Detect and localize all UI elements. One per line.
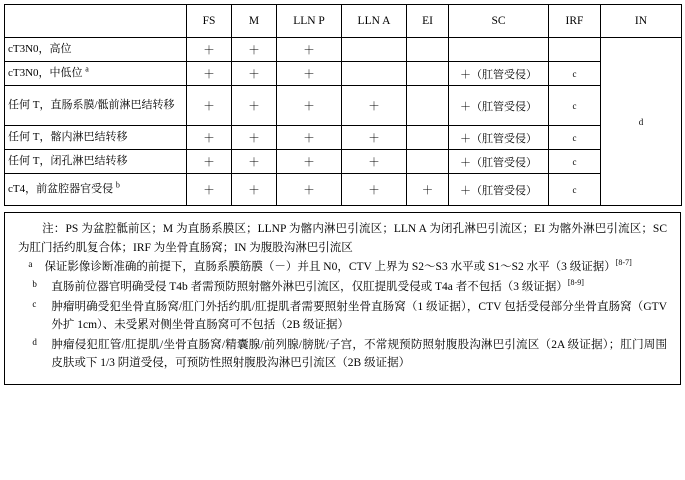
footnote-a [18,258,667,277]
footnote-b-text: 直肠前位器官明确受侵 T4b 者需预防照射髂外淋巴引流区，仅肛提肌受侵或 T4a 者不包括（3 级证据） [51,280,568,293]
footnote-legend: 注：PS 为盆腔骶前区；M 为直肠系膜区；LLNP 为髂内淋巴引流区；LLN A 为闭孔淋巴引流区；EI 为髂外淋巴引流区；SC 为肛门括约肌复合体；IRF 为坐骨直肠窝；IN 为腹股沟淋巴引流区 [18,223,667,254]
footnote-c-text: 肿瘤明确受犯坐骨直肠窝/肛门外括约肌/肛提肌者需要照射坐骨直肠窝（1 级证据），CTV 包括受侵部分坐骨直肠窝（GTV 外扩 1cm）、未受累对侧坐骨直肠窝可不包括（2B 级证据） [51,300,667,332]
cell-ei [407,86,449,126]
table-row [5,62,682,86]
header-rowlabel [5,5,187,38]
cell-lln-a [342,62,407,86]
row-label-text: cT3N0，高位 [8,43,72,56]
cell-irf: c [549,174,601,206]
table-header-row [5,5,682,38]
cell-in: d [601,38,682,206]
cell-lln-p: ＋ [277,38,342,62]
cell-sc: ＋（肛管受侵） [449,126,549,150]
cell-fs: ＋ [187,174,232,206]
cell-sc [449,38,549,62]
cell-irf: c [549,86,601,126]
row-label-footnote-marker: a [85,64,89,74]
table-row [5,150,682,174]
row-label-text: cT3N0，中低位 [8,67,86,80]
footnote-marker-a: a [28,259,33,270]
cell-lln-a: ＋ [342,150,407,174]
cell-m: ＋ [232,38,277,62]
footnote-marker-b: b [32,278,37,289]
cell-lln-a [342,38,407,62]
cell-m: ＋ [232,86,277,126]
row-label [5,150,187,174]
row-label [5,174,187,206]
cell-m: ＋ [232,62,277,86]
cell-lln-p: ＋ [277,62,342,86]
row-label-text: 任何 T，髂内淋巴结转移 [8,131,128,144]
footnote-c [18,298,667,335]
footnote-a-reference: [8-7] [615,258,632,268]
cell-lln-p: ＋ [277,150,342,174]
cell-sc: ＋（肛管受侵） [449,86,549,126]
footnote-d [18,336,667,373]
table-row [5,38,682,62]
footnote-b [18,278,667,297]
row-label [5,86,187,126]
header-fs: FS [187,5,232,38]
footnote-b-reference: [8-9] [567,278,584,288]
row-label-text: 任何 T，闭孔淋巴结转移 [8,155,128,168]
cell-m: ＋ [232,126,277,150]
table-row [5,86,682,126]
cell-lln-p: ＋ [277,126,342,150]
header-m: M [232,5,277,38]
row-label-text: 任何 T，直肠系膜/骶前淋巴结转移 [8,99,175,112]
cell-lln-p: ＋ [277,86,342,126]
table-row [5,174,682,206]
footnote-marker-d: d [32,336,37,347]
footnote-marker-c: c [32,298,37,309]
row-label-text: cT4，前盆腔器官受侵 [8,183,116,196]
cell-lln-a: ＋ [342,86,407,126]
cell-ei [407,62,449,86]
cell-ei [407,126,449,150]
cell-ei [407,150,449,174]
cell-irf: c [549,150,601,174]
header-lln-p: LLN P [277,5,342,38]
row-label [5,126,187,150]
row-label-footnote-marker: b [115,180,120,190]
cell-lln-p: ＋ [277,174,342,206]
cell-lln-a: ＋ [342,174,407,206]
cell-m: ＋ [232,150,277,174]
cell-sc: ＋（肛管受侵） [449,174,549,206]
cell-fs: ＋ [187,126,232,150]
footnote-a-text: 保证影像诊断准确的前提下，直肠系膜筋膜（－）并且 N0，CTV 上界为 S2～S3 水平或 S1～S2 水平（3 级证据） [44,261,616,274]
cell-m: ＋ [232,174,277,206]
table-footnotes [4,212,681,385]
header-in: IN [601,5,682,38]
cell-lln-a: ＋ [342,126,407,150]
cell-ei [407,38,449,62]
cell-fs: ＋ [187,38,232,62]
footnote-d-text: 肿瘤侵犯肛管/肛提肌/坐骨直肠窝/精囊腺/前列腺/膀胱/子宫，不常规预防照射腹股沟淋巴引流区（2A 级证据）；肛门周围皮肤或下 1/3 阴道受侵，可预防性照射腹股沟淋巴引流区（2B 级证据） [51,338,667,370]
header-ei: EI [407,5,449,38]
cell-fs: ＋ [187,150,232,174]
row-label [5,38,187,62]
radiation-target-matrix-table [4,4,682,206]
table-row [5,126,682,150]
cell-ei: ＋ [407,174,449,206]
cell-irf [549,38,601,62]
header-irf: IRF [549,5,601,38]
cell-fs: ＋ [187,62,232,86]
cell-sc: ＋（肛管受侵） [449,150,549,174]
cell-irf: c [549,126,601,150]
header-sc: SC [449,5,549,38]
row-label [5,62,187,86]
cell-irf: c [549,62,601,86]
header-lln-a: LLN A [342,5,407,38]
cell-fs: ＋ [187,86,232,126]
cell-sc: ＋（肛管受侵） [449,62,549,86]
